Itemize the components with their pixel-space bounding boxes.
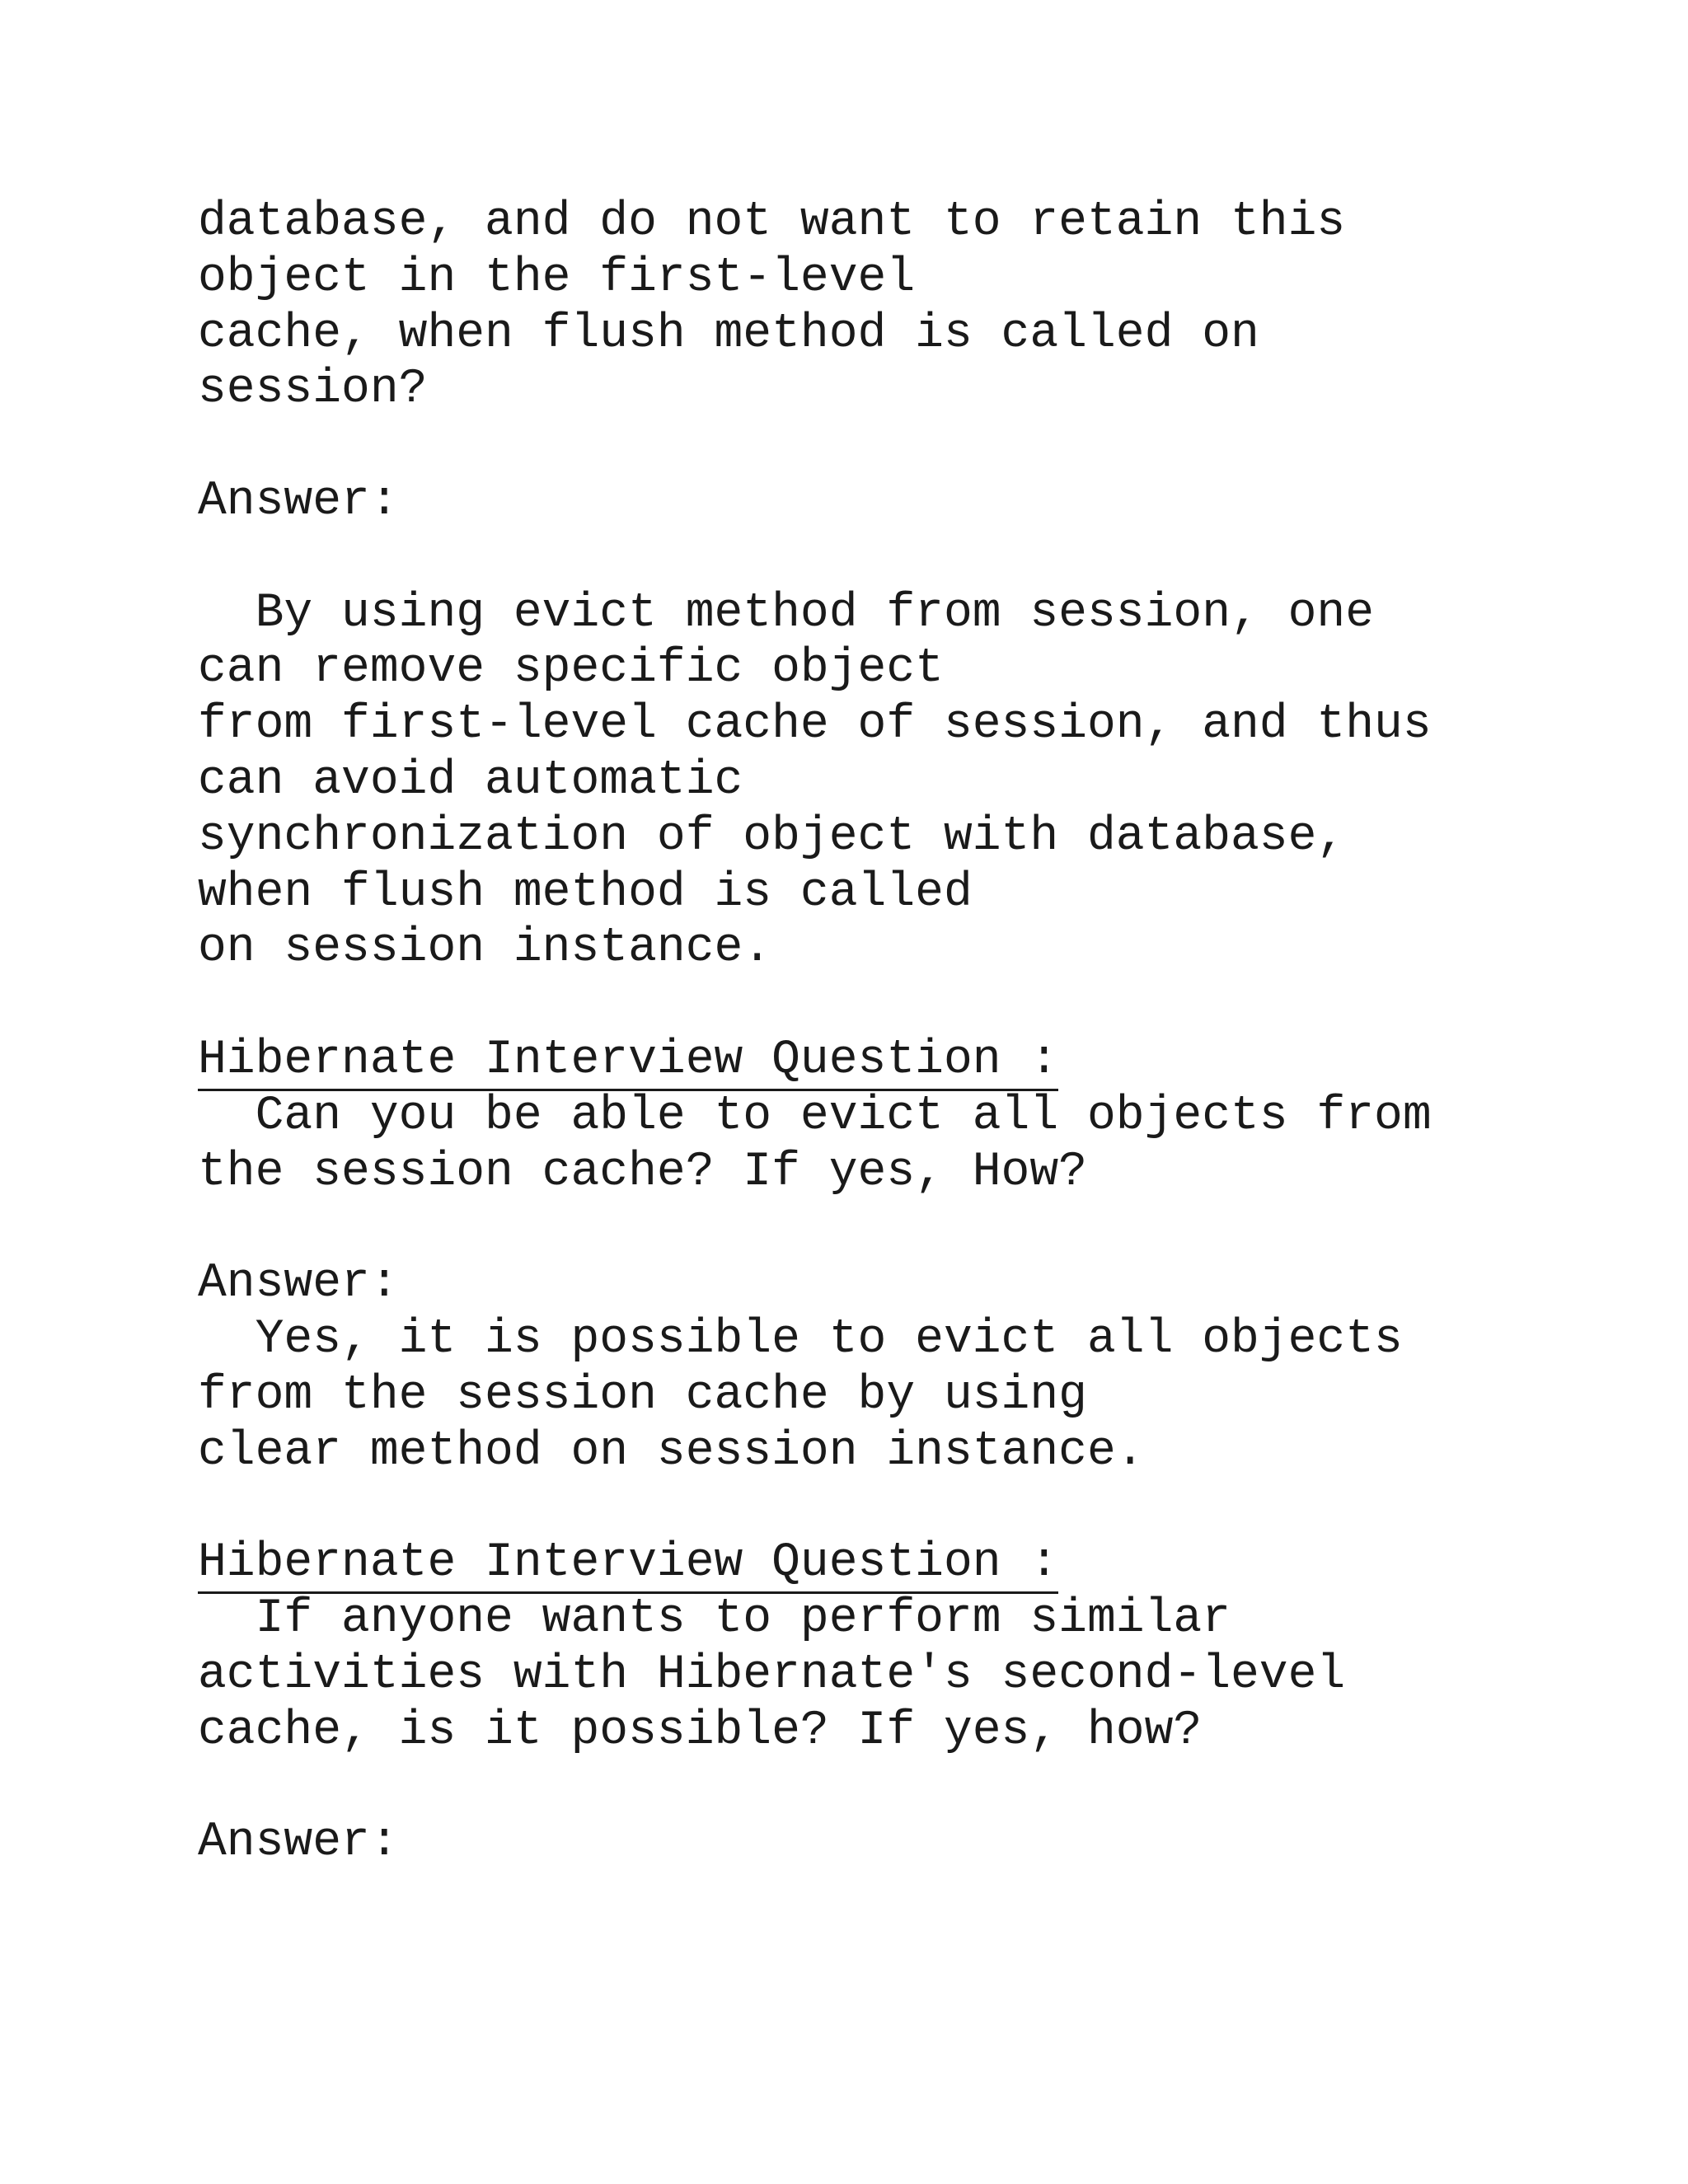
body-line: If anyone wants to perform similar [198,1591,1231,1646]
blank-line [198,530,1665,586]
body-line: from first-level cache of session, and thus [198,698,1432,752]
body-line: By using evict method from session, one [198,586,1375,640]
body-line: session? [198,363,428,417]
document-body [198,194,1665,1871]
blank-line [198,1200,1665,1256]
body-line: cache, is it possible? If yes, how? [198,1704,1203,1758]
body-line: activities with Hibernate's second-level [198,1647,1346,1702]
body-line: database, and do not want to retain this [198,195,1346,249]
body-line: from the session cache by using [198,1368,1087,1422]
body-line: cache, when flush method is called on [198,307,1259,361]
answer-label: Answer: [198,474,399,528]
question-heading [198,1033,1665,1089]
body-line: clear method on session instance. [198,1424,1145,1479]
blank-line [198,418,1665,474]
body-line: Can you be able to evict all objects from [198,1089,1432,1143]
body-line: on session instance. [198,921,772,976]
question-heading [198,1535,1665,1591]
blank-line [198,1759,1665,1815]
body-line: can remove specific object [198,642,944,696]
question-heading-text: Hibernate Interview Question : [198,1536,1058,1594]
answer-label: Answer: [198,1257,399,1311]
body-line: object in the first-level [198,251,916,305]
blank-line [198,1479,1665,1535]
body-line: Yes, it is possible to evict all objects [198,1312,1403,1366]
blank-line [198,977,1665,1033]
body-line: the session cache? If yes, How? [198,1145,1087,1199]
question-heading-text: Hibernate Interview Question : [198,1033,1058,1091]
body-line: can avoid automatic [198,753,743,808]
body-line: when flush method is called [198,865,973,920]
answer-label: Answer: [198,1816,399,1870]
body-line: synchronization of object with database, [198,809,1346,864]
